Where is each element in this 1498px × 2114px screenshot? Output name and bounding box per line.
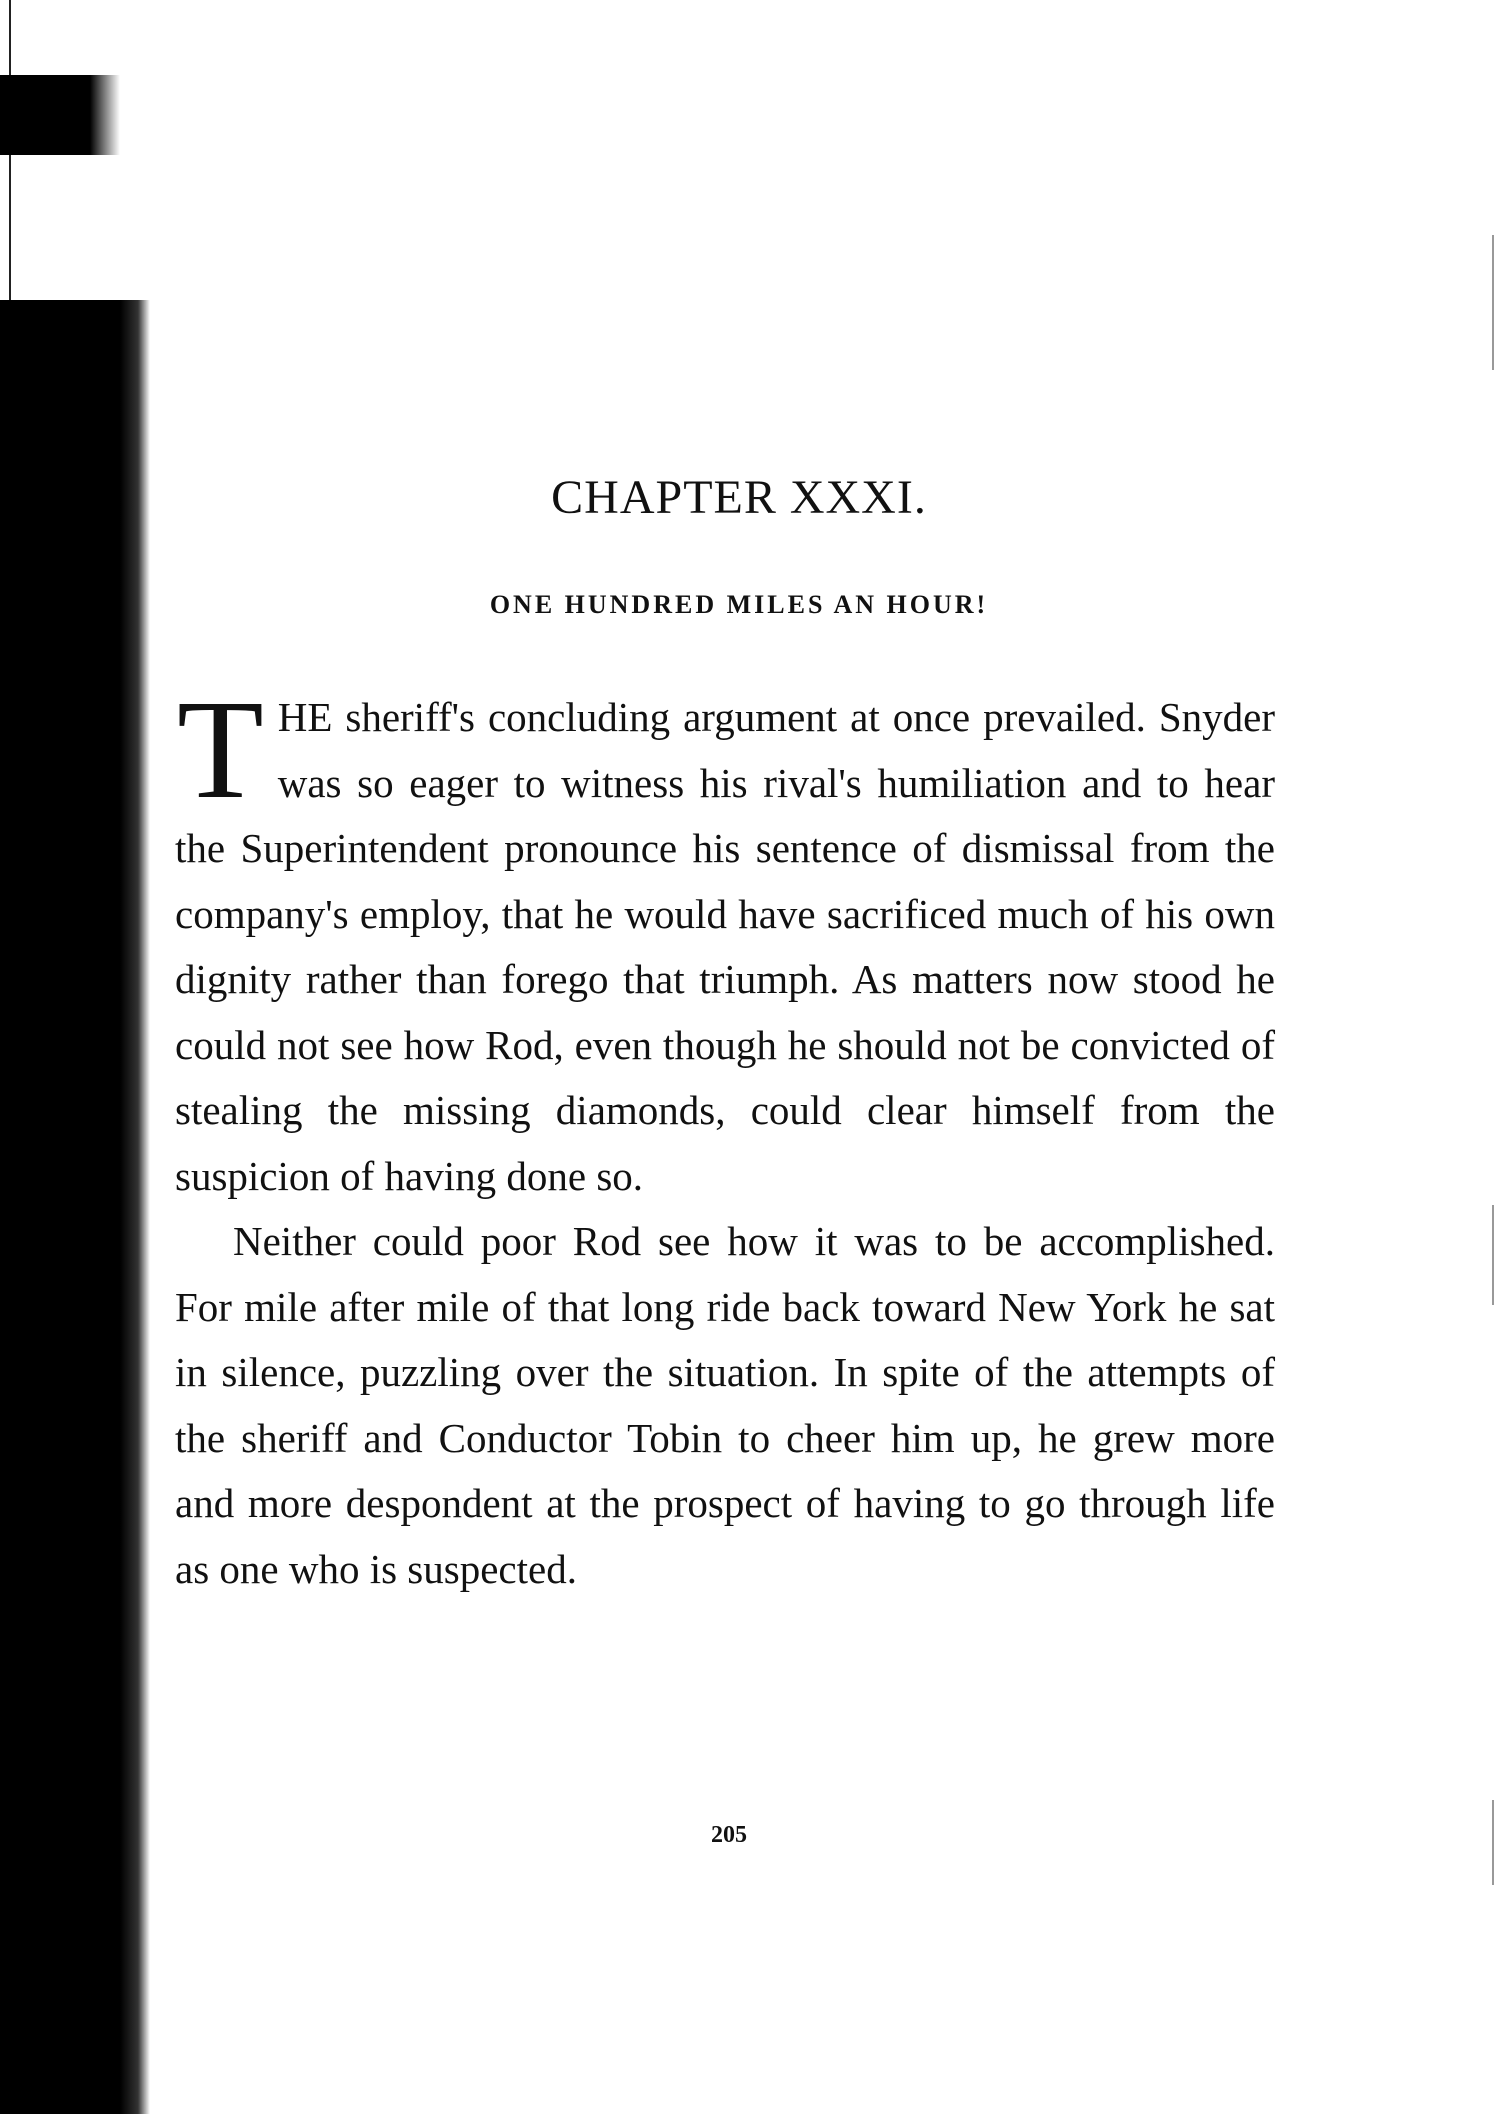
- body-text: [175, 670, 1275, 1602]
- scan-mark-right-middle: [1492, 1205, 1494, 1305]
- chapter-subtitle: ONE HUNDRED MILES AN HOUR!: [489, 590, 989, 619]
- drop-cap: T: [177, 670, 264, 828]
- scan-mark-right-top: [1492, 235, 1494, 370]
- paragraph-1: [175, 670, 1275, 1209]
- paragraph-1-text: HE sheriff's concluding argument at once prevailed. Snyder was so eager to witness his rival's humiliation and to hear the Superintendent pronounce his sentence of dismissal from the company's employ, that he would have sacrificed much of his own dignity rather than forego that triumph. As matters now stood he could not see how Rod, even though he should not be convicted of stealing the missing diamonds, could clear himself from the suspicion of having done so.: [175, 694, 1275, 1199]
- binding-shadow-top: [0, 75, 120, 155]
- chapter-title: CHAPTER XXXI.: [551, 471, 927, 524]
- scan-mark-right-bottom: [1492, 1800, 1494, 1885]
- paragraph-2: Neither could poor Rod see how it was to be accomplished. For mile after mile of that long ride back toward New York he sat in silence, puzzling over the situation. In spite of the attempts of the sheriff and Conductor Tobin to cheer him up, he grew more and more despondent at the prospect of having to go through life as one who is suspected.: [175, 1218, 1275, 1592]
- page-number: 205: [711, 1822, 747, 1848]
